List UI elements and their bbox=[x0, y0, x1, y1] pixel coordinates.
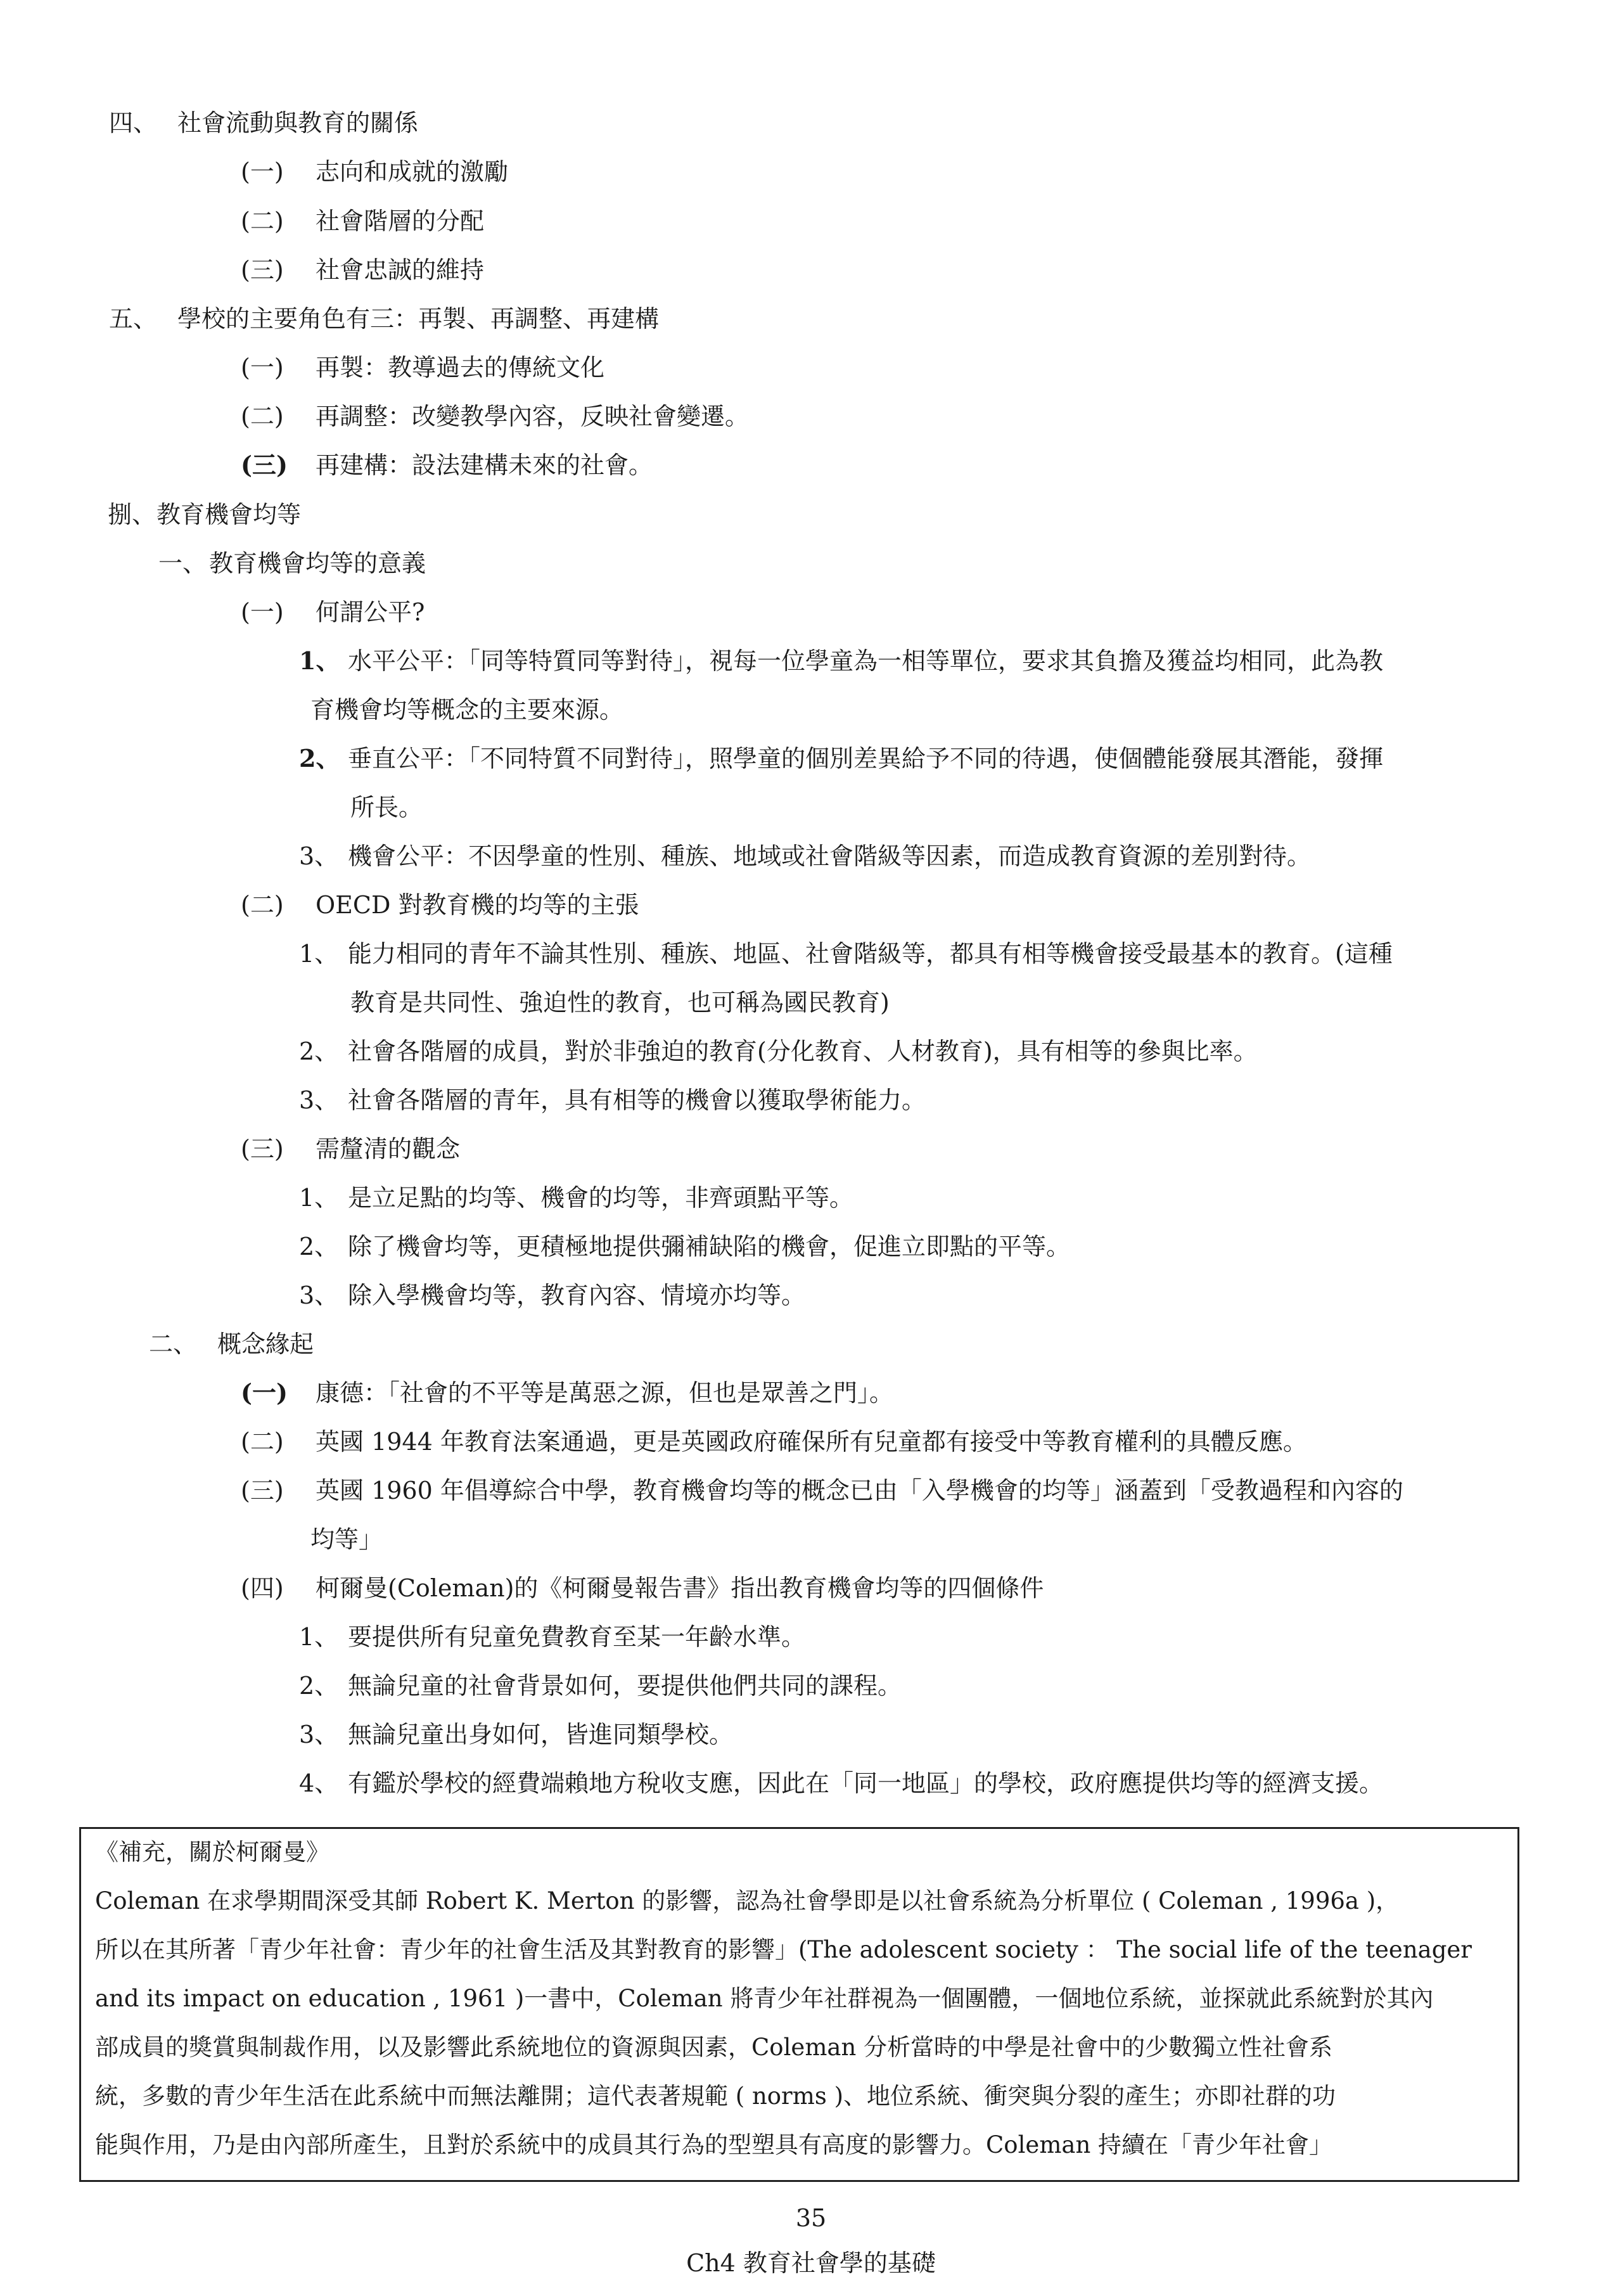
point-item bbox=[299, 646, 1384, 675]
chapter-label: 捌、 bbox=[108, 501, 156, 529]
supplement-line: Coleman 在求學期間深受其師 Robert K. Merton 的影響，認為社會學即是以社會系統為分析單位 ( Coleman , 1996a )， bbox=[95, 1887, 1400, 1914]
point-text: 水平公平：「同等特質同等對待」，視每一位學童為一相等單位，要求其負擔及獲益均相同，此為教 bbox=[348, 647, 1384, 675]
list-item bbox=[241, 209, 484, 233]
chapter-footer: Ch4 教育社會學的基礎 bbox=[686, 2249, 936, 2277]
subsection-label: 一、 bbox=[158, 549, 207, 577]
point-text: 垂直公平：「不同特質不同對待」，照學童的個別差異給予不同的待遇，使個體能發展其潛能，發揮 bbox=[348, 745, 1384, 773]
item-label: (三) bbox=[241, 451, 288, 479]
item-text: 英國 1944 年教育法案通過，更是英國政府確保所有兒童都有接受中等教育權利的具體反應。 bbox=[316, 1428, 1307, 1456]
list-item bbox=[241, 1378, 894, 1407]
list-item bbox=[241, 356, 604, 380]
point-label: 3、 bbox=[299, 842, 339, 870]
section-title: 學校的主要角色有三：再製、再調整、再建構 bbox=[177, 305, 660, 333]
section-4-heading bbox=[109, 111, 418, 135]
item-label: (二) bbox=[241, 207, 284, 235]
point-continuation: 教育是共同性、強迫性的教育，也可稱為國民教育) bbox=[350, 989, 890, 1017]
point-label: 2、 bbox=[299, 744, 340, 773]
point-text: 有鑑於學校的經費端賴地方稅收支應，因此在「同一地區」的學校，政府應提供均等的經濟支援。 bbox=[348, 1769, 1384, 1797]
chapter-title: 教育機會均等 bbox=[156, 501, 302, 529]
page-number: 35 bbox=[795, 2204, 827, 2232]
point-text: 社會各階層的成員，對於非強迫的教育(分化教育、人材教育)，具有相等的參與比率。 bbox=[348, 1037, 1258, 1065]
supplement-line: 能與作用，乃是由內部所產生，且對於系統中的成員其行為的型塑具有高度的影響力。Coleman 持續在「青少年社會」 bbox=[95, 2131, 1333, 2158]
point-label: 1、 bbox=[299, 1623, 339, 1651]
section-label: 四、 bbox=[109, 109, 158, 137]
list-item bbox=[241, 160, 508, 184]
point-label: 3、 bbox=[299, 1281, 339, 1309]
item-title: 何謂公平? bbox=[316, 598, 425, 626]
section-label: 五、 bbox=[109, 305, 158, 333]
point-item bbox=[299, 1186, 853, 1210]
point-text: 除了機會均等，更積極地提供彌補缺陷的機會，促進立即點的平等。 bbox=[348, 1233, 1071, 1260]
supplement-box bbox=[79, 1827, 1519, 2182]
section-5-heading bbox=[109, 307, 659, 331]
item-continuation: 均等」 bbox=[310, 1525, 383, 1553]
point-label: 4、 bbox=[299, 1769, 339, 1797]
list-item bbox=[241, 1430, 1307, 1454]
point-label: 3、 bbox=[299, 1721, 339, 1748]
item-text: 再建構：設法建構未來的社會。 bbox=[316, 451, 653, 479]
subsection-title: 教育機會均等的意義 bbox=[209, 549, 426, 577]
point-text: 無論兒童出身如何，皆進同類學校。 bbox=[348, 1721, 734, 1748]
point-item bbox=[299, 744, 1384, 773]
point-label: 2、 bbox=[299, 1233, 339, 1260]
item-label: (四) bbox=[241, 1574, 284, 1602]
item-text: 再調整：改變教學內容，反映社會變遷。 bbox=[316, 402, 750, 430]
point-item bbox=[299, 1625, 805, 1649]
item-text: 社會階層的分配 bbox=[316, 207, 485, 235]
item-title: 需釐清的觀念 bbox=[316, 1135, 461, 1163]
item-label: (一) bbox=[241, 158, 284, 186]
point-text: 無論兒童的社會背景如何，要提供他們共同的課程。 bbox=[348, 1672, 902, 1700]
list-item bbox=[241, 404, 749, 428]
point-item bbox=[299, 844, 1311, 868]
point-text: 能力相同的青年不論其性別、種族、地區、社會階級等，都具有相等機會接受最基本的教育。(這種 bbox=[348, 940, 1393, 968]
item-label: (一) bbox=[241, 354, 284, 382]
point-item bbox=[299, 1039, 1258, 1063]
point-text: 是立足點的均等、機會的均等，非齊頭點平等。 bbox=[348, 1184, 854, 1212]
subsection-title: 概念緣起 bbox=[217, 1330, 314, 1358]
item-label: (二) bbox=[241, 1428, 284, 1456]
point-item bbox=[299, 1771, 1383, 1795]
supplement-line: 統，多數的青少年生活在此系統中而無法離開；這代表著規範 ( norms )、地位系統、衝突與分裂的產生；亦即社群的功 bbox=[95, 2082, 1336, 2110]
item-label: (二) bbox=[241, 402, 284, 430]
point-label: 1、 bbox=[299, 940, 339, 968]
item-heading bbox=[241, 1137, 460, 1161]
point-continuation: 所長。 bbox=[350, 793, 423, 821]
item-label: (三) bbox=[241, 1135, 284, 1163]
item-heading bbox=[241, 1576, 1044, 1600]
point-item bbox=[299, 1235, 1070, 1259]
point-item bbox=[299, 1088, 926, 1112]
point-continuation: 育機會均等概念的主要來源。 bbox=[310, 696, 624, 724]
item-label: (一) bbox=[241, 1378, 288, 1407]
point-label: 1、 bbox=[299, 646, 340, 675]
item-title: 柯爾曼(Coleman)的《柯爾曼報告書》指出教育機會均等的四個條件 bbox=[316, 1574, 1044, 1602]
point-label: 3、 bbox=[299, 1086, 339, 1114]
item-title: OECD 對教育機的均等的主張 bbox=[316, 891, 639, 919]
point-item bbox=[299, 1674, 902, 1698]
point-item bbox=[299, 1283, 805, 1307]
point-text: 社會各階層的青年，具有相等的機會以獲取學術能力。 bbox=[348, 1086, 926, 1114]
item-heading bbox=[241, 893, 639, 917]
list-item bbox=[241, 453, 653, 477]
supplement-title: 《補充，關於柯爾曼》 bbox=[95, 1838, 329, 1866]
subsection-label: 二、 bbox=[149, 1330, 198, 1358]
supplement-line: 部成員的獎賞與制裁作用，以及影響此系統地位的資源與因素，Coleman 分析當時的中學是社會中的少數獨立性社會系 bbox=[95, 2034, 1333, 2061]
section-title: 社會流動與教育的關係 bbox=[177, 109, 419, 137]
item-label: (一) bbox=[241, 598, 284, 626]
item-text: 志向和成就的激勵 bbox=[316, 158, 509, 186]
point-text: 機會公平：不因學童的性別、種族、地域或社會階級等因素，而造成教育資源的差別對待。 bbox=[348, 842, 1312, 870]
chapter-heading bbox=[108, 503, 301, 527]
item-text: 再製：教導過去的傳統文化 bbox=[316, 354, 605, 382]
point-item bbox=[299, 1722, 733, 1747]
supplement-line: and its impact on education , 1961 )一書中，Coleman 將青少年社群視為一個團體，一個地位系統，並探就此系統對於其內 bbox=[95, 1985, 1434, 2012]
item-label: (三) bbox=[241, 1477, 284, 1504]
subsection-heading bbox=[149, 1332, 314, 1356]
point-label: 2、 bbox=[299, 1037, 339, 1065]
point-label: 2、 bbox=[299, 1672, 339, 1700]
item-text: 英國 1960 年倡導綜合中學，教育機會均等的概念已由「入學機會的均等」涵蓋到「受教過程和內容的 bbox=[316, 1477, 1403, 1504]
point-label: 1、 bbox=[299, 1184, 339, 1212]
item-text: 社會忠誠的維持 bbox=[316, 256, 485, 284]
item-label: (三) bbox=[241, 256, 284, 284]
list-item bbox=[241, 1478, 1403, 1503]
item-text: 康德：「社會的不平等是萬惡之源，但也是眾善之門」。 bbox=[316, 1379, 894, 1407]
supplement-line: 所以在其所著「青少年社會：青少年的社會生活及其對教育的影響」(The adolescent society ： The social life of the teenager bbox=[95, 1936, 1472, 1963]
item-label: (二) bbox=[241, 891, 284, 919]
point-item bbox=[299, 942, 1393, 966]
list-item bbox=[241, 258, 484, 282]
point-text: 除入學機會均等，教育內容、情境亦均等。 bbox=[348, 1281, 806, 1309]
point-text: 要提供所有兒童免費教育至某一年齡水準。 bbox=[348, 1623, 806, 1651]
subsection-heading bbox=[158, 551, 426, 575]
item-heading bbox=[241, 600, 425, 624]
